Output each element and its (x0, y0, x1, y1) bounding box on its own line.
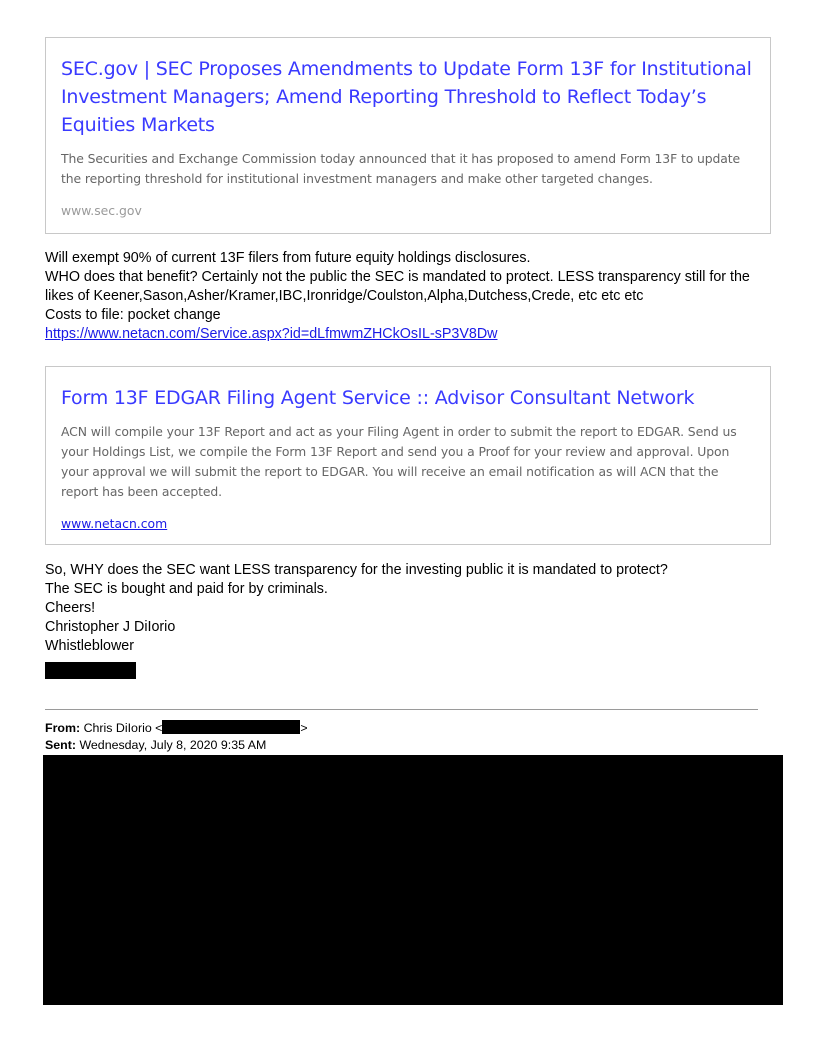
redaction-block (45, 662, 136, 679)
redaction-block (162, 720, 300, 734)
message-body-1 (45, 249, 775, 344)
email-from-row (45, 720, 308, 736)
message-body-2 (45, 561, 775, 656)
email-sent-row (45, 737, 266, 753)
from-close: > (300, 721, 308, 735)
message-line: WHO does that benefit? Certainly not the public the SEC is mandated to protect. LESS transparency still for the likes of Keener,Sason,Asher/Kramer,IBC,Ironridge/Coulston,Alpha,Dutchess,Crede, etc etc etc (45, 269, 750, 304)
signature-title: Whistleblower (45, 638, 134, 654)
link-preview-title[interactable]: Form 13F EDGAR Filing Agent Service :: Advisor Consultant Network (61, 387, 695, 409)
message-line: Will exempt 90% of current 13F filers from future equity holdings disclosures. (45, 250, 531, 266)
signature-name: Christopher J DiIorio (45, 619, 176, 635)
from-label: From: (45, 721, 81, 735)
netacn-service-link[interactable]: https://www.netacn.com/Service.aspx?id=dLfmwmZHCkOsIL-sP3V8Dw (45, 326, 498, 342)
sent-value: Wednesday, July 8, 2020 9:35 AM (79, 738, 267, 752)
message-line: The SEC is bought and paid for by criminals. (45, 581, 328, 597)
link-preview-card-acn[interactable] (45, 366, 771, 545)
link-preview-domain: www.sec.gov (61, 203, 142, 218)
link-preview-description: ACN will compile your 13F Report and act as your Filing Agent in order to submit the report to EDGAR. Send us your Holdings List, we compile the Form 13F Report and send you a Proof for your review and approval. Upon your approval we will submit the report to EDGAR. You will receive an email notification as will ACN that the report has been accepted. (61, 424, 737, 499)
link-preview-card-sec[interactable] (45, 37, 771, 234)
link-preview-title[interactable]: SEC.gov | SEC Proposes Amendments to Update Form 13F for Institutional Investment Managers; Amend Reporting Threshold to Reflect Today’s Equities Markets (61, 58, 752, 136)
message-line: So, WHY does the SEC want LESS transparency for the investing public it is mandated to protect? (45, 562, 668, 578)
sent-label: Sent: (45, 738, 76, 752)
link-preview-description: The Securities and Exchange Commission today announced that it has proposed to amend Form 13F to update the reporting threshold for institutional investment managers and make other targeted changes. (61, 151, 741, 186)
email-divider (45, 709, 758, 710)
redaction-block-large (43, 755, 783, 1005)
link-preview-domain-link[interactable]: www.netacn.com (61, 516, 168, 531)
message-line: Costs to file: pocket change (45, 307, 221, 323)
message-line: Cheers! (45, 600, 96, 616)
from-name: Chris DiIorio < (83, 721, 163, 735)
